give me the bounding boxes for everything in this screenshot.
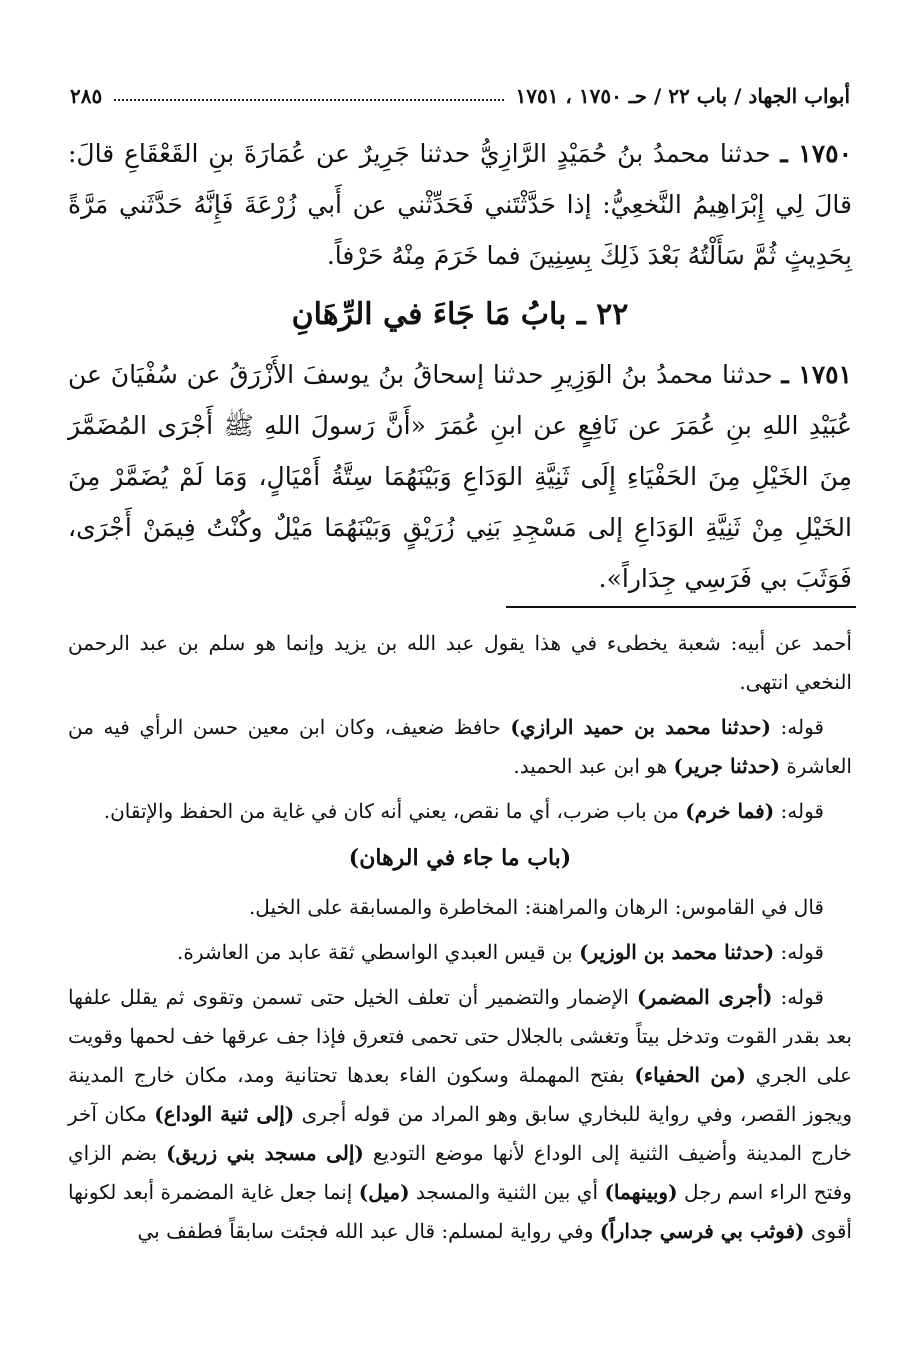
commentary-text: قوله: (774, 940, 824, 964)
commentary-text: من باب ضرب، أي ما نقص، يعني أنه كان في غاية من الحفظ والإتقان. (103, 799, 686, 823)
quoted-phrase: (ميل) (358, 1180, 410, 1204)
quoted-phrase: (من الحفياء) (634, 1063, 746, 1087)
page-number: ٢٨٥ (70, 84, 103, 108)
quoted-phrase: (حدثنا جرير) (673, 754, 780, 778)
commentary-text: قوله: (774, 799, 824, 823)
quoted-phrase: (أجرى المضمر) (637, 985, 773, 1009)
main-text (68, 128, 852, 604)
hadith-number: ١٧٥٠ ـ (780, 139, 852, 168)
commentary-paragraph (68, 708, 852, 786)
hadith-text: حدثنا محمدُ بنُ حُمَيْدٍ الرَّازِيُّ حدثنا جَرِيرٌ عن عُمَارَةَ بنِ القَعْقَاعِ قالَ: قالَ لِي إِبْرَاهِيمُ النَّخعِيُّ: إذا حَدَّثْتَني فَحَدِّثْني عن أَبي زُرْعَةَ فَإِنَّهُ حَدَّثَني مَرَّةً بِحَدِيثٍ ثُمَّ سَأَلْتُهُ بَعْدَ ذَلِكَ بِسِنِينَ فما خَرَمَ مِنْهُ حَرْفاً. (68, 139, 852, 270)
quoted-phrase: (إلى ثنية الوداع) (154, 1102, 295, 1126)
commentary-text: بفتح المهملة وسكون الفاء بعدها تحتانية ومد، مكان خارج المدينة ويجوز القصر، وفي رواية للبخاري سابق وهو المراد من قوله أجرى (68, 1063, 852, 1126)
commentary-paragraph (68, 888, 852, 927)
hadith-1751 (68, 349, 852, 604)
commentary (68, 624, 852, 1257)
dot-leader (114, 99, 503, 101)
commentary-text: أي بين الثنية والمسجد (409, 1180, 605, 1204)
commentary-paragraph (68, 792, 852, 831)
commentary-text: الإضمار والتضمير أن تعلف الخيل حتى تسمن وتقوى ثم يقلل علفها بعد بقدر القوت وتدخل بيتاً وتغشى بالجلال حتى تحمى فتعرق فإذا جف عرقها خف لحمها وقويت على الجري (68, 985, 852, 1087)
hadith-text: حدثنا محمدُ بنُ الوَزِيرِ حدثنا إسحاقُ بنُ يوسفَ الأَزْرَقُ عن سُفْيَانَ عن عُبَيْدِ اللهِ بنِ عُمَرَ عن نَافِعٍ عن ابنِ عُمَرَ «أَنَّ رَسولَ اللهِ ﷺ أَجْرَى المُضَمَّرَ مِنَ الخَيْلِ مِنَ الحَفْيَاءِ إِلَى ثَنِيَّةِ الوَدَاعِ وَبَيْنَهُمَا سِتَّةُ أَمْيَالٍ، وَمَا لَمْ يُضَمَّرْ مِنَ الخَيْلِ مِنْ ثَنِيَّةِ الوَدَاعِ إلى مَسْجِدِ بَنِي زُرَيْقٍ وَبَيْنَهُمَا مَيْلٌ وكُنْتُ فِيمَنْ أَجْرَى، فَوَثَبَ بي فَرَسِي جِدَاراً». (68, 360, 852, 593)
commentary-text: مكان آخر خارج المدينة وأضيف الثنية إلى الوداع لأنها موضع التوديع (68, 1102, 853, 1165)
commentary-text: قال في القاموس: الرهان والمراهنة: المخاطرة والمسابقة على الخيل. (248, 895, 824, 919)
commentary-text: حافظ ضعيف، وكان ابن معين حسن الرأي فيه من العاشرة (68, 715, 852, 778)
commentary-text: بضم الزاي وفتح الراء اسم رجل (68, 1141, 852, 1204)
quoted-phrase: (حدثنا محمد بن الوزير) (579, 940, 775, 964)
running-title: أبواب الجهاد / باب ٢٢ / حـ ١٧٥٠ ، ١٧٥١ (515, 84, 850, 108)
quoted-phrase: (فوثب بي فرسي جداراً) (599, 1219, 805, 1243)
commentary-chapter-heading: (باب ما جاء في الرهان) (348, 845, 572, 871)
quoted-phrase: (حدثنا محمد بن حميد الرازي) (510, 715, 771, 739)
quoted-phrase: (إلى مسجد بني زريق) (166, 1141, 364, 1165)
hadith-1750 (68, 128, 852, 281)
page-header (70, 78, 850, 114)
quoted-phrase: (وبينهما) (604, 1180, 678, 1204)
commentary-text: هو ابن عبد الحميد. (513, 754, 674, 778)
commentary-text: قوله: (770, 715, 824, 739)
commentary-text: أحمد عن أبيه: شعبة يخطىء في هذا يقول عبد الله بن يزيد وإنما هو سلم بن عبد الرحمن النخعي انتهى. (68, 631, 852, 694)
commentary-paragraph (68, 978, 852, 1251)
quoted-phrase: (فما خرم) (685, 799, 775, 823)
footnote-divider (506, 606, 856, 608)
chapter-title: ٢٢ ـ بابُ مَا جَاءَ في الرِّهَانِ (291, 297, 629, 332)
commentary-paragraph (68, 933, 852, 972)
hadith-number: ١٧٥١ ـ (781, 360, 852, 389)
commentary-text: قوله: (772, 985, 824, 1009)
commentary-text: وفي رواية لمسلم: قال عبد الله فجئت سابقاً فطفف بي (137, 1219, 600, 1243)
commentary-text: بن قيس العبدي الواسطي ثقة عابد من العاشرة. (177, 940, 580, 964)
commentary-paragraph (68, 624, 852, 702)
commentary-text: إنما جعل غاية المضمرة أبعد لكونها أقوى (68, 1180, 852, 1243)
